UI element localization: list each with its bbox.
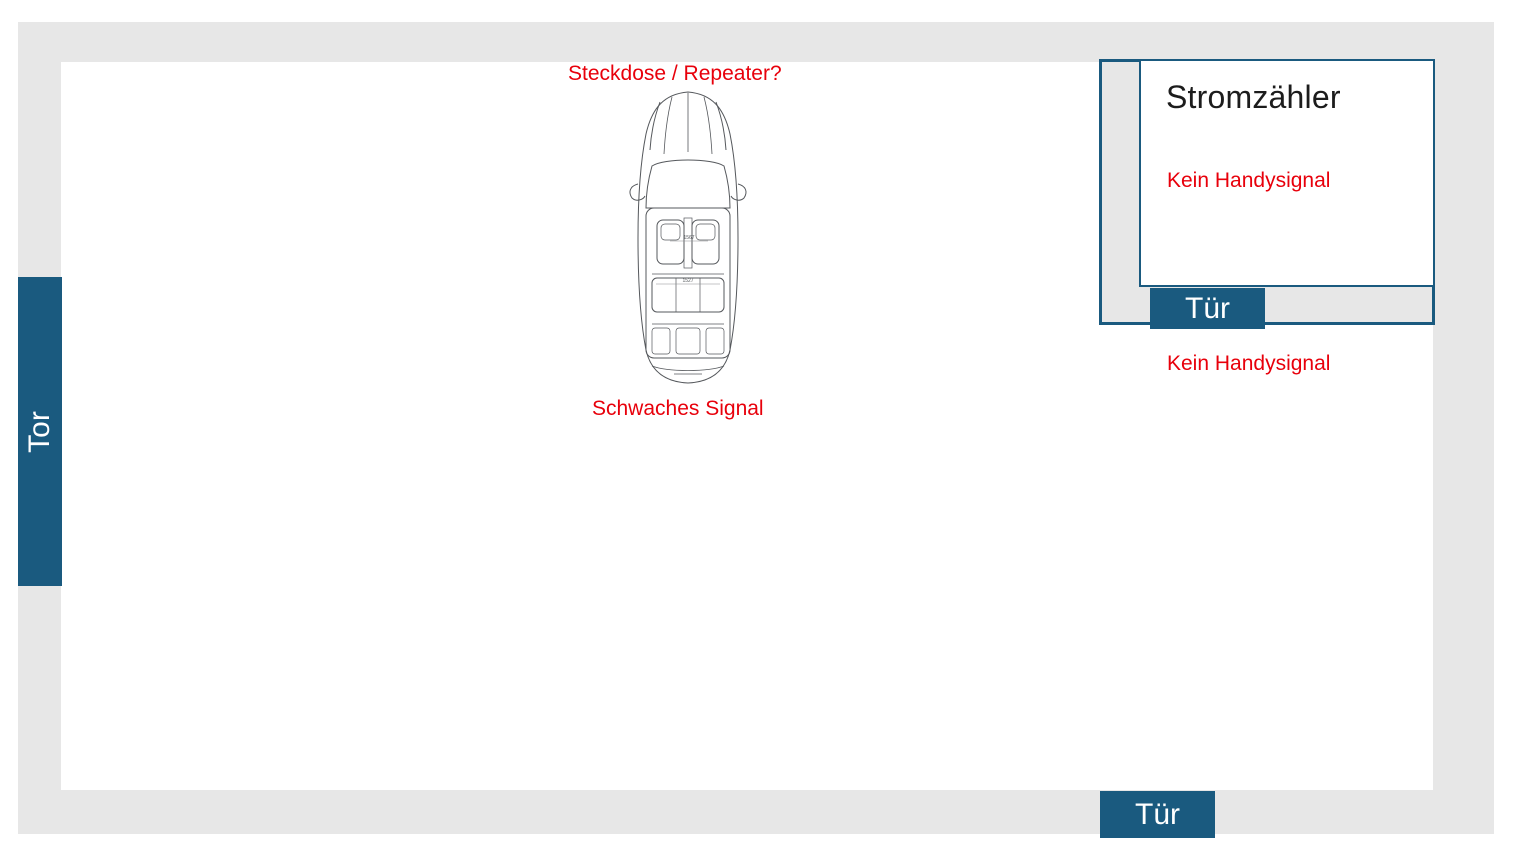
gate-left <box>18 277 62 586</box>
annotation-steckdose-repeater: Steckdose / Repeater? <box>568 62 782 85</box>
car-top-view-icon <box>612 88 764 388</box>
annotation-schwaches-signal: Schwaches Signal <box>592 397 764 420</box>
meter-room-label: Stromzähler <box>1166 79 1341 115</box>
door-bottom-label: Tür <box>1135 797 1180 831</box>
annotation-kein-handysignal-corridor: Kein Handysignal <box>1167 352 1331 375</box>
door-meter-room <box>1150 288 1265 329</box>
door-meter-room-label: Tür <box>1185 291 1230 325</box>
car-dimension-label-front: 1567 <box>683 235 695 241</box>
annotation-kein-handysignal-meter-room: Kein Handysignal <box>1167 169 1331 192</box>
door-bottom <box>1100 791 1215 838</box>
car-dimension-label-rear: 1527 <box>682 278 694 284</box>
gate-left-label: Tor <box>23 410 56 453</box>
